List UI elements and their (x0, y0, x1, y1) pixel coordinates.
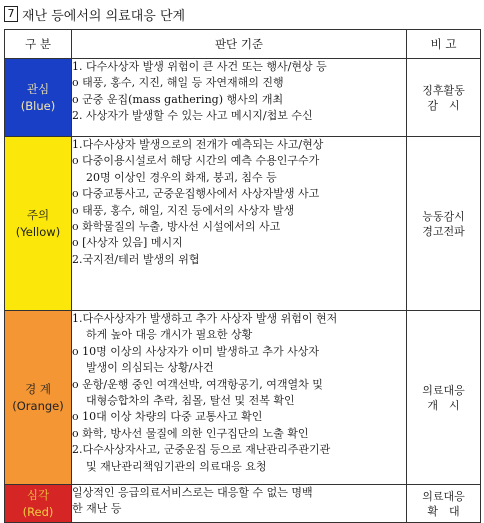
criteria-line: o 다중이용시설로서 해당 시간의 예측 수용인구수가 (72, 154, 320, 168)
criteria-line: o 태풍, 홍수, 지진, 해일 등 자연재해의 진행 (72, 76, 284, 90)
criteria-line: 2.다수사상자사고, 군중운집 등으로 재난관리주관기관 (72, 443, 331, 457)
criteria-line: o 화학, 방사선 물질에 의한 인구집단의 노출 확인 (72, 426, 309, 440)
section-number-box: 7 (4, 6, 18, 22)
section-title-text: 재난 등에서의 의료대응 단계 (22, 8, 186, 24)
header-category: 구 분 (5, 30, 72, 59)
note-line: 확 대 (427, 504, 460, 518)
criteria-line: o 군중 운집(mass gathering) 행사의 개최 (72, 92, 284, 106)
level-color-name: (Red) (22, 504, 54, 519)
note-line: 의료대응 (422, 383, 465, 397)
note-cell (407, 485, 481, 523)
level-name: 주의 (26, 207, 50, 222)
header-criteria: 판단 기준 (72, 30, 407, 59)
criteria-cell (72, 311, 407, 485)
note-cell (407, 311, 481, 485)
table-row (5, 59, 481, 137)
criteria-cell (72, 137, 407, 311)
criteria-line: o 10대 이상 차량의 다중 교통사고 확인 (72, 410, 263, 424)
criteria-line: 하게 높아 대응 개시가 필요한 상황 (86, 328, 253, 342)
criteria-cell (72, 59, 407, 137)
level-color-name: (Blue) (20, 98, 56, 113)
level-cell-red (5, 485, 72, 523)
note-line: 경고전파 (422, 224, 465, 238)
criteria-line: o 다중교통사고, 군중운집행사에서 사상자발생 사고 (72, 187, 320, 201)
table-header-row (5, 30, 481, 59)
level-name: 경 계 (25, 381, 51, 396)
criteria-line: o 화학물질의 누출, 방사선 시설에서의 사고 (72, 220, 281, 234)
note-line: 감 시 (427, 98, 460, 112)
criteria-line: 일상적인 응급의료서비스로는 대응할 수 없는 명백 (72, 486, 313, 499)
criteria-line: 및 재난관리책임기관의 의료대응 요청 (86, 459, 267, 473)
criteria-line: 1.다수사상자가 발생하고 추가 사상자 발생 위험이 현저 (72, 312, 338, 325)
level-color-name: (Yellow) (15, 224, 61, 239)
table-row (5, 311, 481, 485)
criteria-line: o [사상자 있음] 메시지 (72, 236, 183, 250)
level-cell-yellow (5, 137, 72, 311)
note-cell (407, 137, 481, 311)
criteria-cell (72, 485, 407, 523)
note-line: 징후활동 (422, 83, 465, 97)
criteria-line: 1.다수사상자 발생으로의 전개가 예측되는 사고/현상 (72, 138, 324, 151)
criteria-line: 한 재난 등 (72, 502, 122, 516)
note-line: 의료대응 (422, 489, 465, 503)
level-name: 심각 (26, 487, 50, 502)
section-title (4, 4, 185, 24)
criteria-line: o 태풍, 홍수, 해일, 지진 등에서의 사상자 발생 (72, 203, 295, 217)
criteria-line: o 10명 이상의 사상자가 이미 발생하고 추가 사상자 (72, 344, 319, 358)
note-cell (407, 59, 481, 137)
criteria-line: 1. 다수사상자 발생 위험이 큰 사건 또는 행사/현상 등 (72, 60, 327, 73)
table-row (5, 485, 481, 523)
criteria-line: 20명 이상인 경우의 화재, 붕괴, 침수 등 (86, 170, 277, 184)
level-cell-blue (5, 59, 72, 137)
level-color-name: (Orange) (12, 398, 64, 413)
note-line: 능동감시 (422, 209, 465, 223)
criteria-line: 발생이 의심되는 상황/사건 (86, 361, 214, 375)
note-line: 개 시 (427, 398, 460, 412)
header-note: 비 고 (407, 30, 481, 59)
criteria-line: o 운항/운행 중인 여객선박, 여객항공기, 여객열차 및 (72, 377, 323, 391)
response-stage-table (4, 29, 481, 523)
level-cell-orange (5, 311, 72, 485)
criteria-line: 2. 사상자가 발생할 수 있는 사고 메시지/첩보 수신 (72, 109, 313, 123)
criteria-line: 2.국지전/테러 발생의 위협 (72, 252, 200, 266)
level-name: 관심 (26, 81, 50, 96)
criteria-line: 대형승합차의 추락, 침몰, 탈선 및 전복 확인 (86, 394, 295, 408)
table-row (5, 137, 481, 311)
